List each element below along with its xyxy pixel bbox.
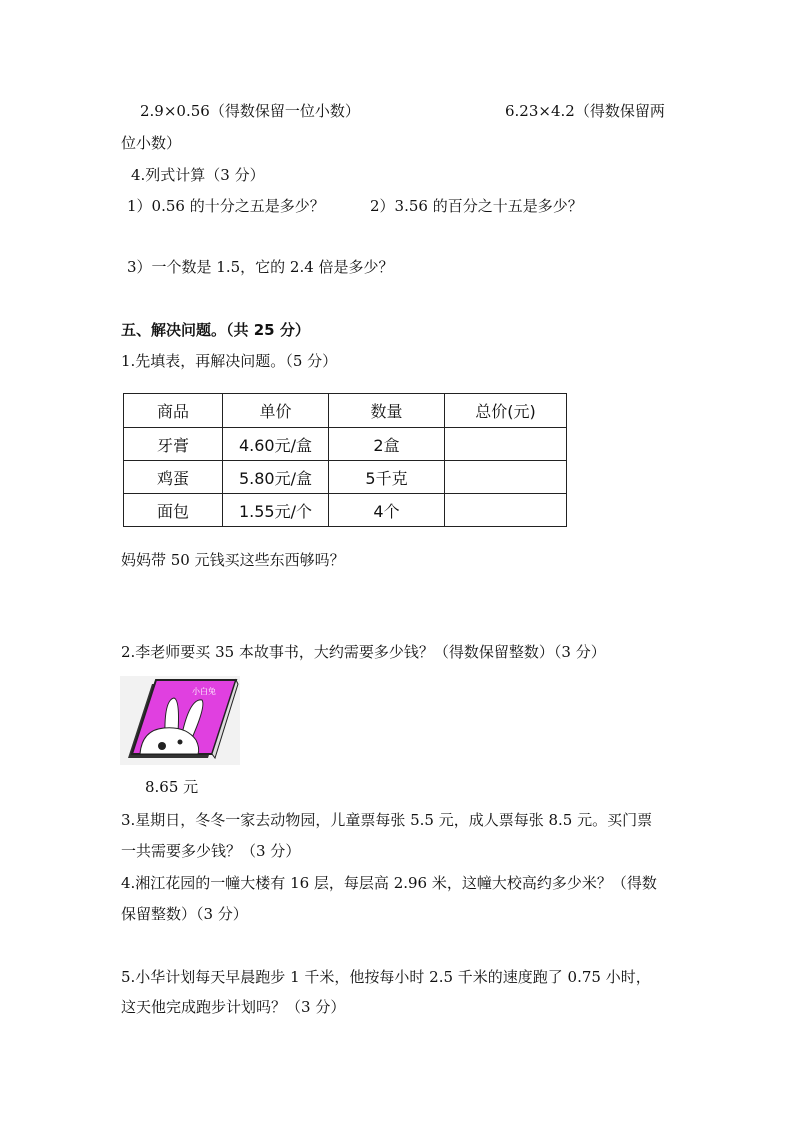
table-cell: 面包 (124, 494, 223, 527)
table-cell: 2盒 (329, 428, 445, 461)
col-header-quantity: 数量 (329, 394, 445, 428)
problem-5-line-2: 这天他完成跑步计划吗？（3 分） (121, 998, 346, 1016)
problem-4-line-1: 4.湘江花园的一幢大楼有 16 层，每层高 2.96 米，这幢大校高约多少米？（得数 (121, 874, 657, 892)
col-header-total: 总价(元) (445, 394, 567, 428)
problem-1: 1.先填表，再解决问题。（5 分） (121, 352, 338, 370)
table-cell: 5.80元/盒 (223, 461, 329, 494)
q4-title: 4.列式计算（3 分） (131, 166, 265, 184)
calc-6-23x4-2-cont: 位小数） (121, 134, 182, 152)
problem-3-line-1: 3.星期日，冬冬一家去动物园，儿童票每张 5.5 元，成人票每张 8.5 元。买门票 (121, 811, 653, 829)
table-cell: 4个 (329, 494, 445, 527)
table-cell: 1.55元/个 (223, 494, 329, 527)
table-row (124, 494, 567, 527)
col-header-item: 商品 (124, 394, 223, 428)
price-table (123, 393, 567, 527)
q4-item-1: 1）0.56 的十分之五是多少？ (127, 197, 325, 215)
book-price: 8.65 元 (145, 778, 199, 796)
book-title: 小白兔 (192, 687, 216, 696)
problem-2: 2.李老师要买 35 本故事书，大约需要多少钱？（得数保留整数）（3 分） (121, 643, 606, 661)
table-row (124, 461, 567, 494)
table-cell-empty[interactable] (445, 461, 567, 494)
table-cell: 4.60元/盒 (223, 428, 329, 461)
problem-3-line-2: 一共需要多少钱？（3 分） (121, 842, 301, 860)
book-icon (120, 676, 240, 765)
table-cell-empty[interactable] (445, 428, 567, 461)
col-header-unit-price: 单价 (223, 394, 329, 428)
table-cell: 牙膏 (124, 428, 223, 461)
q4-item-3: 3）一个数是 1.5，它的 2.4 倍是多少？ (127, 258, 394, 276)
table-row (124, 428, 567, 461)
q4-item-2: 2）3.56 的百分之十五是多少？ (370, 197, 583, 215)
table-header-row (124, 394, 567, 428)
problem-4-line-2: 保留整数）（3 分） (121, 905, 248, 923)
problem-5-line-1: 5.小华计划每天早晨跑步 1 千米，他按每小时 2.5 千米的速度跑了 0.75 小时， (121, 968, 651, 986)
table-cell: 鸡蛋 (124, 461, 223, 494)
problem-1-question: 妈妈带 50 元钱买这些东西够吗？ (121, 551, 345, 569)
table-cell-empty[interactable] (445, 494, 567, 527)
table-cell: 5千克 (329, 461, 445, 494)
calc-2-9x0-56: 2.9×0.56（得数保留一位小数） (140, 102, 360, 120)
section-5-heading: 五、解决问题。（共 25 分） (121, 321, 310, 339)
calc-6-23x4-2: 6.23×4.2（得数保留两 (505, 102, 665, 120)
